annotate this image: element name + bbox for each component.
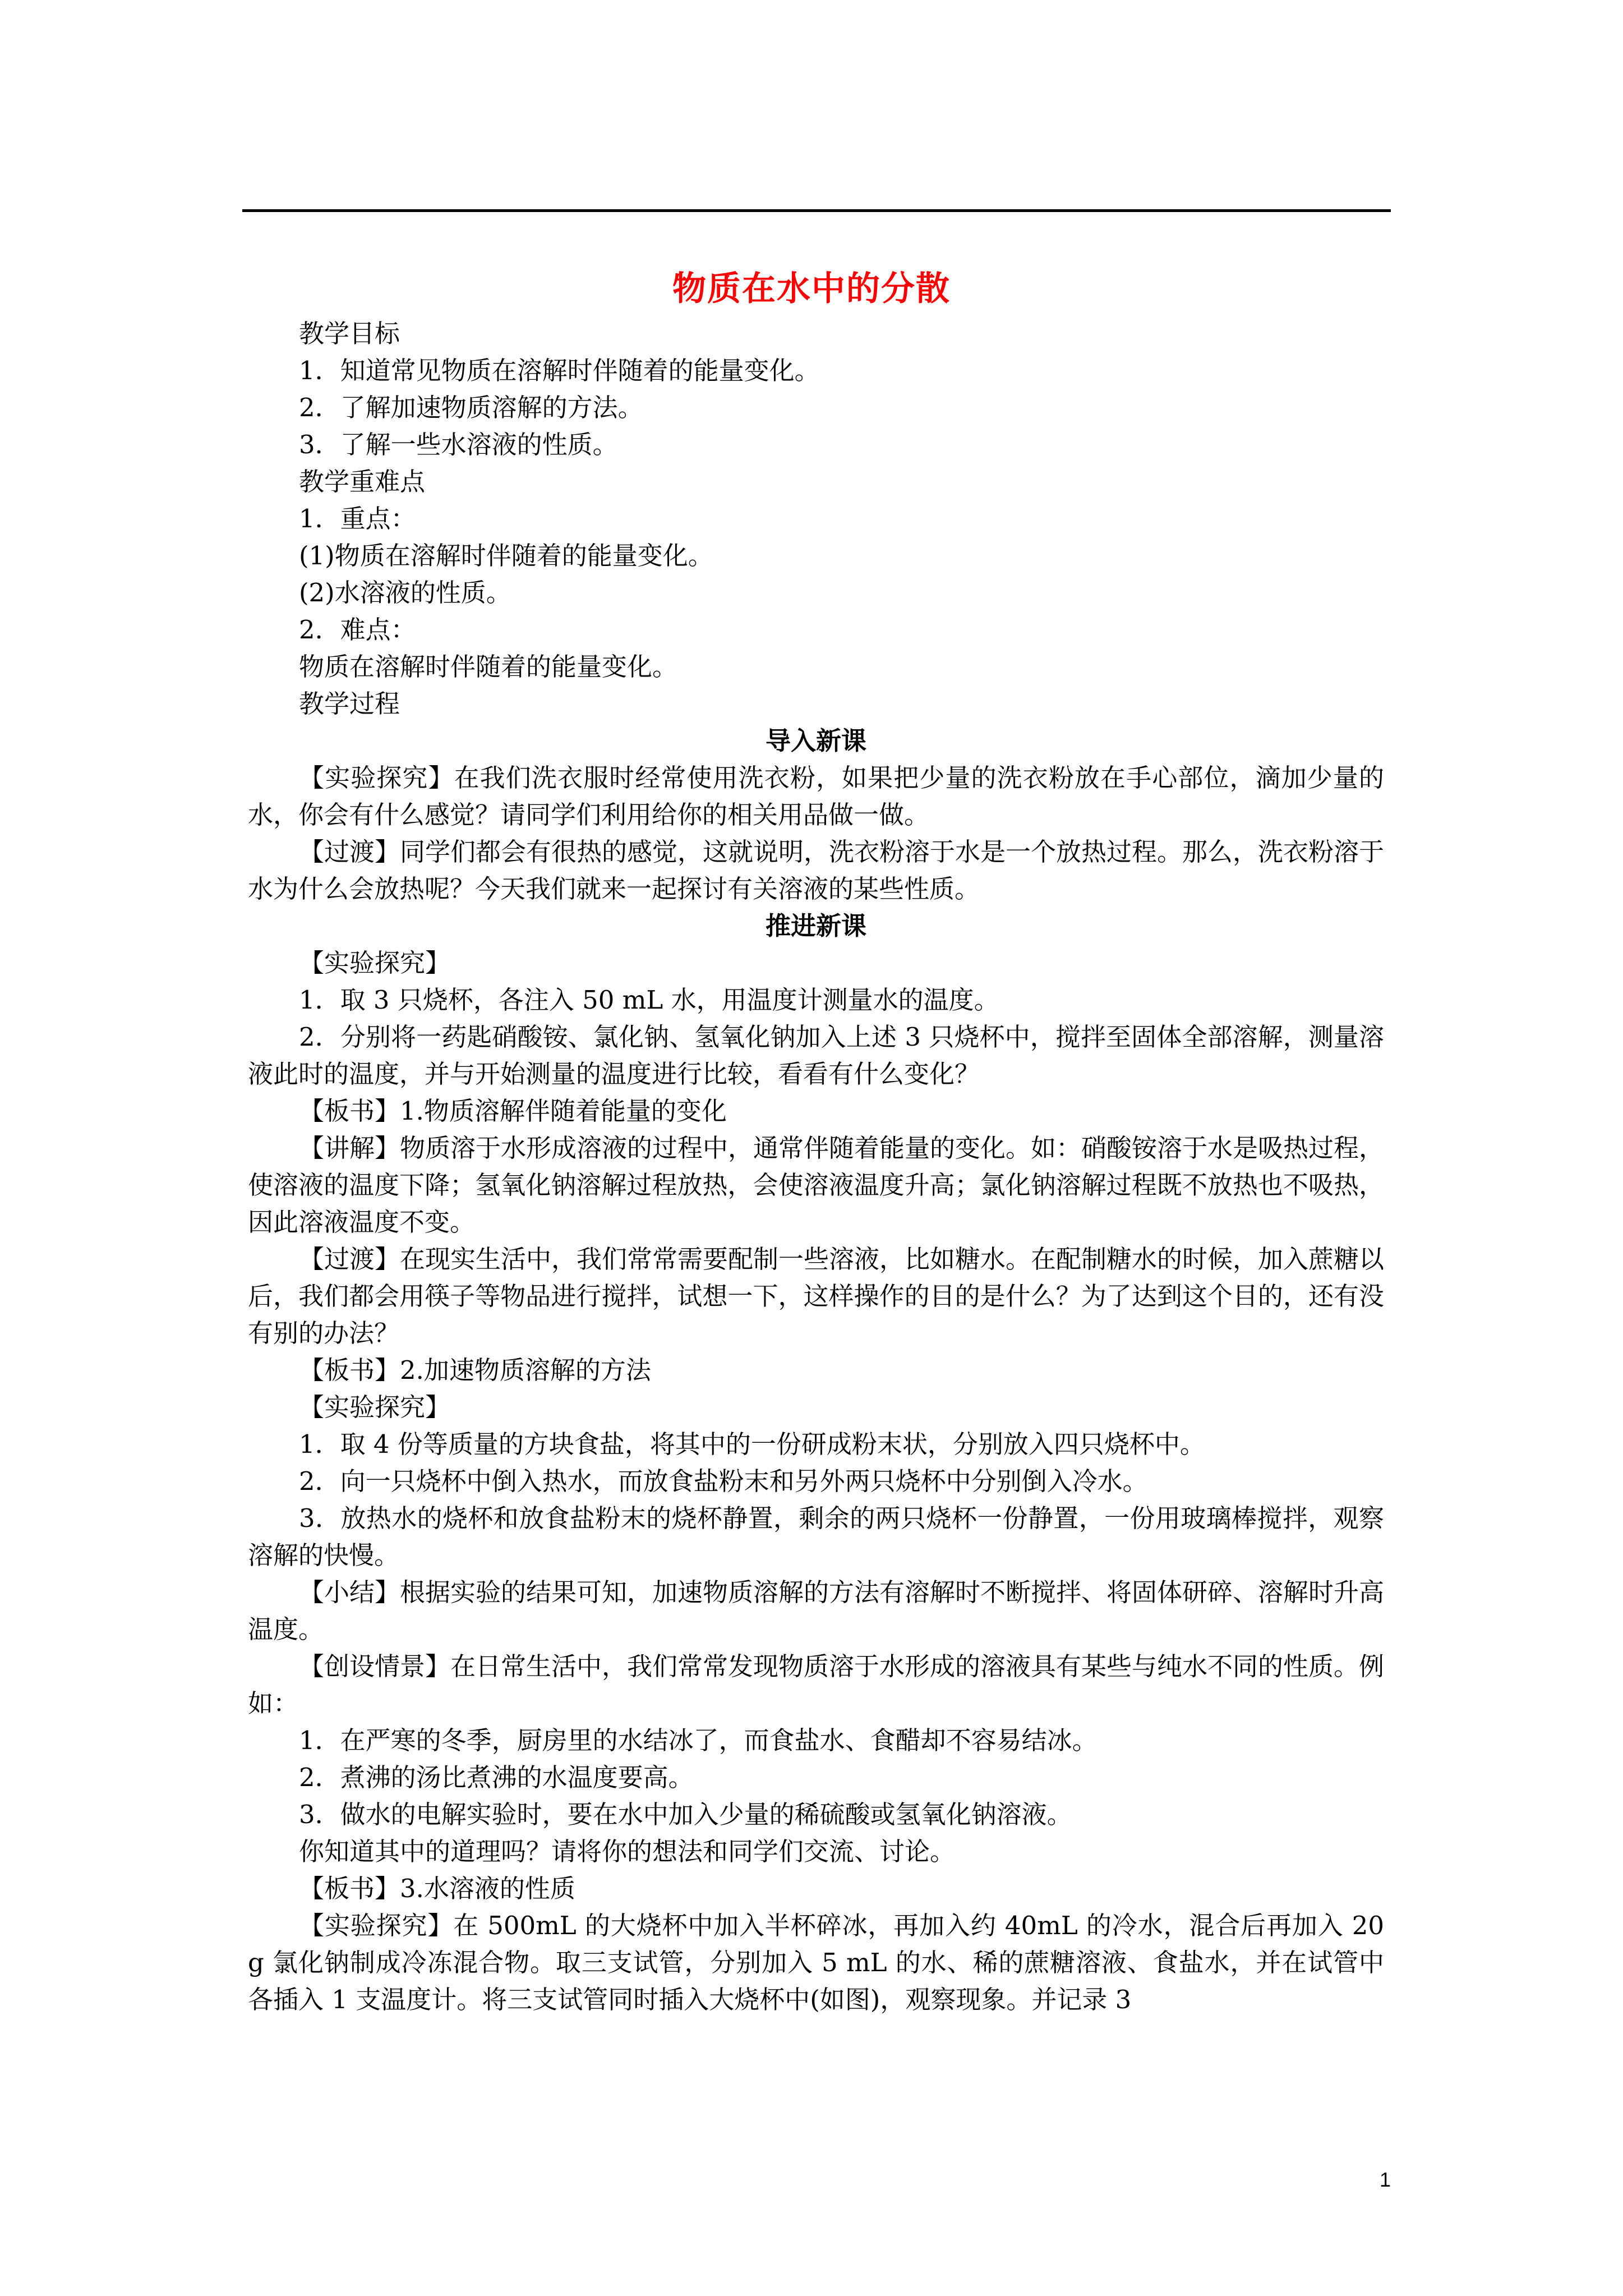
header-rule bbox=[242, 209, 1391, 212]
body-line: (1)物质在溶解时伴随着的能量变化。 bbox=[299, 541, 713, 570]
body-line: 2．了解加速物质溶解的方法。 bbox=[299, 393, 643, 422]
body-line: 1．在严寒的冬季，厨房里的水结冰了，而食盐水、食醋却不容易结冰。 bbox=[299, 1726, 1098, 1755]
body-line: 你知道其中的道理吗？请将你的想法和同学们交流、讨论。 bbox=[299, 1837, 956, 1866]
body-line: 【实验探究】 bbox=[299, 1392, 451, 1422]
body-line: 3．了解一些水溶液的性质。 bbox=[299, 430, 618, 459]
body-paragraph: 2．分别将一药匙硝酸铵、氯化钠、氢氧化钠加入上述 3 只烧杯中，搅拌至固体全部溶解，测量溶液此时的温度，并与开始测量的温度进行比较，看看有什么变化？ bbox=[248, 1022, 1384, 1089]
body-line: 1．取 3 只烧杯，各注入 50 mL 水，用温度计测量水的温度。 bbox=[299, 985, 999, 1015]
document-body bbox=[248, 315, 1384, 2018]
body-line: 教学目标 bbox=[299, 319, 400, 348]
body-line: 【板书】1.物质溶解伴随着能量的变化 bbox=[299, 1096, 727, 1126]
document-title: 物质在水中的分散 bbox=[672, 269, 951, 309]
body-line: 教学过程 bbox=[299, 689, 400, 719]
body-line: 【实验探究】 bbox=[299, 948, 451, 978]
body-line: 【板书】2.加速物质溶解的方法 bbox=[299, 1355, 651, 1385]
section-heading: 导入新课 bbox=[765, 726, 866, 756]
body-line: 2．向一只烧杯中倒入热水，而放食盐粉末和另外两只烧杯中分别倒入冷水。 bbox=[299, 1466, 1148, 1496]
body-paragraph: 【创设情景】在日常生活中，我们常常发现物质溶于水形成的溶液具有某些与纯水不同的性质。例如： bbox=[248, 1651, 1385, 1718]
body-line: 【板书】3.水溶液的性质 bbox=[299, 1874, 575, 1903]
body-paragraph: 【讲解】物质溶于水形成溶液的过程中，通常伴随着能量的变化。如：硝酸铵溶于水是吸热过程，使溶液的温度下降；氢氧化钠溶解过程放热，会使溶液温度升高；氯化钠溶解过程既不放热也不吸热，因此溶液温度不变。 bbox=[248, 1133, 1385, 1237]
body-line: 1．知道常见物质在溶解时伴随着的能量变化。 bbox=[299, 356, 820, 385]
body-line: 1．重点： bbox=[299, 504, 416, 533]
body-line: 2．煮沸的汤比煮沸的水温度要高。 bbox=[299, 1763, 694, 1792]
body-paragraph: 【过渡】同学们都会有很热的感觉，这就说明，洗衣粉溶于水是一个放热过程。那么，洗衣粉溶于水为什么会放热呢？今天我们就来一起探讨有关溶液的某些性质。 bbox=[248, 837, 1385, 904]
body-paragraph: 3．放热水的烧杯和放食盐粉末的烧杯静置，剩余的两只烧杯一份静置，一份用玻璃棒搅拌，观察溶解的快慢。 bbox=[248, 1503, 1384, 1570]
body-paragraph: 【小结】根据实验的结果可知，加速物质溶解的方法有溶解时不断搅拌、将固体研碎、溶解时升高温度。 bbox=[248, 1577, 1385, 1644]
body-line: 教学重难点 bbox=[299, 467, 426, 496]
section-heading: 推进新课 bbox=[765, 911, 866, 941]
body-paragraph: 【实验探究】在 500mL 的大烧杯中加入半杯碎冰，再加入约 40mL 的冷水，混合后再加入 20 g 氯化钠制成冷冻混合物。取三支试管，分别加入 5 mL 的水、稀的蔗糖溶液、食盐水，并在试管中各插入 1 支温度计。将三支试管同时插入大烧杯中(如图)，观察现象。并记录 3 bbox=[248, 1911, 1384, 2014]
body-line: 2．难点： bbox=[299, 615, 416, 645]
body-line: (2)水溶液的性质。 bbox=[299, 578, 511, 608]
body-line: 3．做水的电解实验时，要在水中加入少量的稀硫酸或氢氧化钠溶液。 bbox=[299, 1800, 1072, 1829]
body-paragraph: 【实验探究】在我们洗衣服时经常使用洗衣粉，如果把少量的洗衣粉放在手心部位，滴加少量的水，你会有什么感觉？请同学们利用给你的相关用品做一做。 bbox=[248, 763, 1384, 830]
page-number: 1 bbox=[1379, 2168, 1391, 2191]
body-line: 1．取 4 份等质量的方块食盐，将其中的一份研成粉末状，分别放入四只烧杯中。 bbox=[299, 1429, 1205, 1459]
body-paragraph: 【过渡】在现实生活中，我们常常需要配制一些溶液，比如糖水。在配制糖水的时候，加入蔗糖以后，我们都会用筷子等物品进行搅拌，试想一下，这样操作的目的是什么？为了达到这个目的，还有没有别的办法？ bbox=[248, 1244, 1385, 1348]
body-line: 物质在溶解时伴随着的能量变化。 bbox=[299, 652, 678, 682]
